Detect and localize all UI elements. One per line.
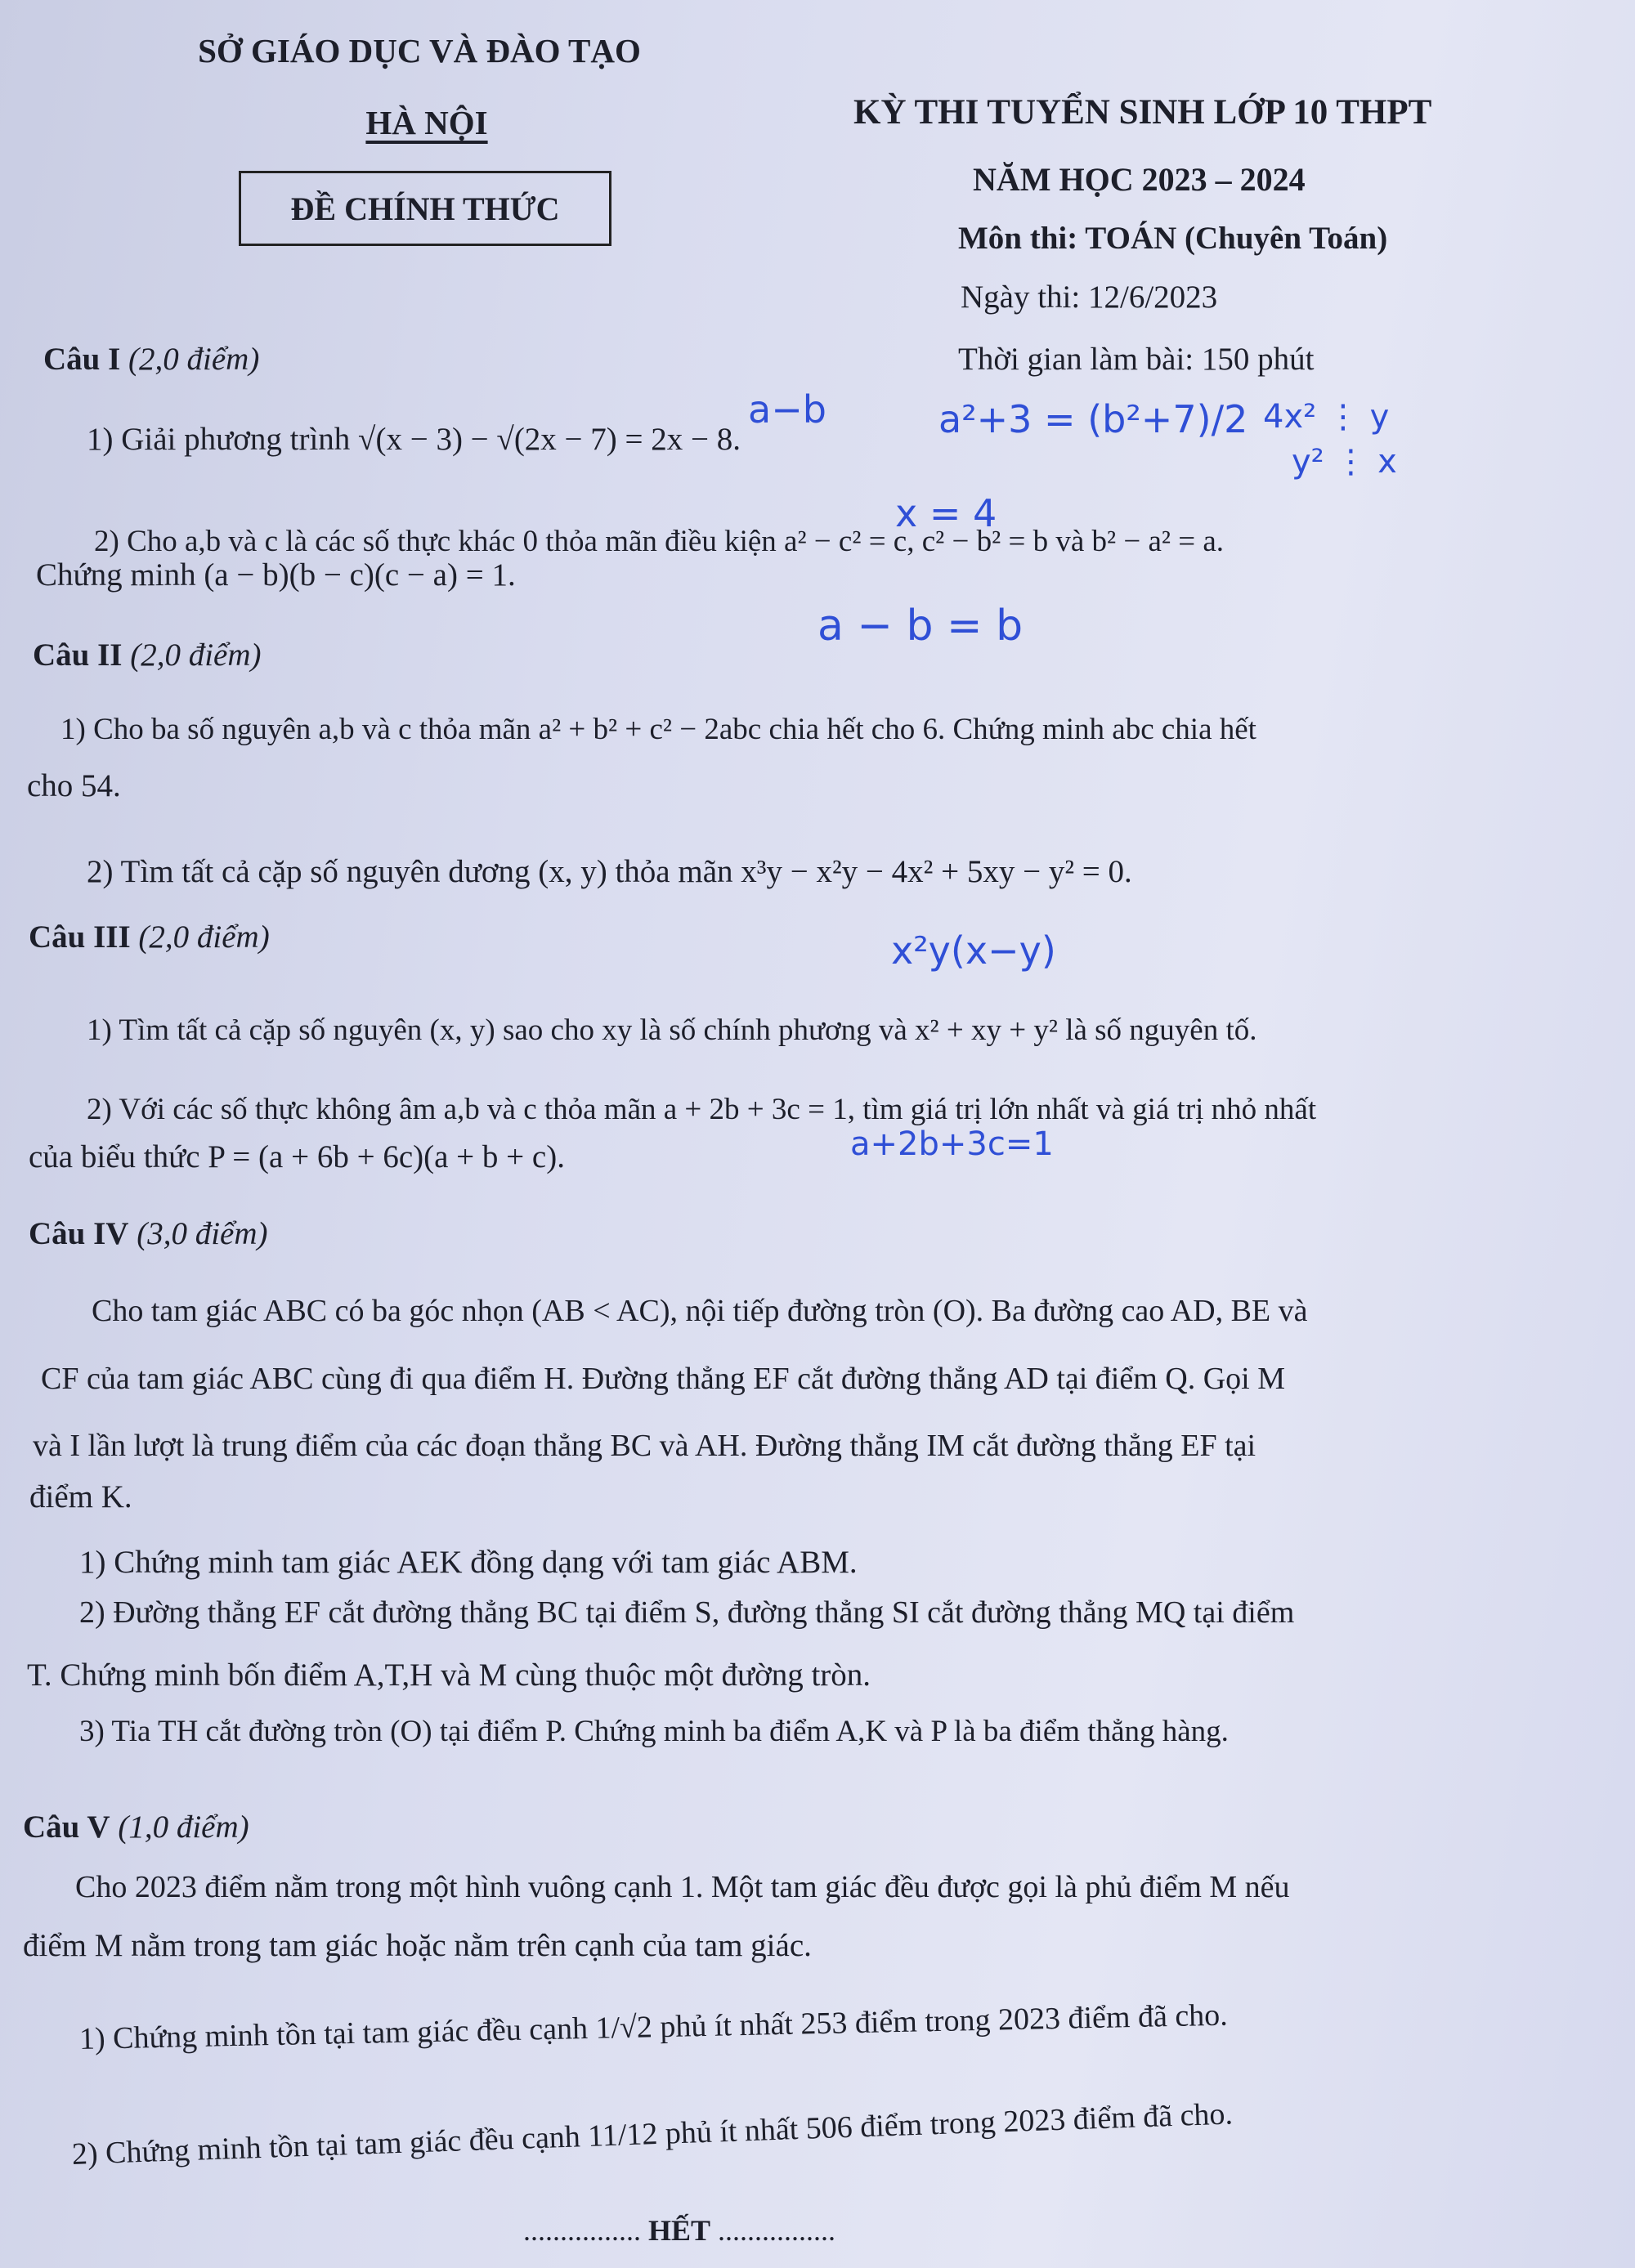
handwritten-note: y² ⋮ x — [1292, 443, 1397, 481]
question-4-line: Cho tam giác ABC có ba góc nhọn (AB < AC), nội tiếp đường tròn (O). Ba đường cao AD, BE và — [92, 1294, 1308, 1328]
question-4-line: và I lần lượt là trung điểm của các đoạn thẳng BC và AH. Đường thẳng IM cắt đường thẳng EF tại — [33, 1429, 1256, 1463]
question-3-part-2: 2) Với các số thực không âm a,b và c thỏa mãn a + 2b + 3c = 1, tìm giá trị lớn nhất và giá trị nhỏ nhất — [87, 1093, 1317, 1126]
question-3-part-2-cont: của biểu thức P = (a + 6b + 6c)(a + b + c). — [29, 1139, 565, 1174]
question-1-part-1: 1) Giải phương trình √(x − 3) − √(2x − 7) = 2x − 8. — [87, 422, 741, 457]
question-3-part-1: 1) Tìm tất cả cặp số nguyên (x, y) sao cho xy là số chính phương và x² + xy + y² là số nguyên tố. — [87, 1013, 1257, 1047]
question-4-heading: Câu IV (3,0 điểm) — [29, 1216, 268, 1251]
question-4-line: CF của tam giác ABC cùng đi qua điểm H. Đường thẳng EF cắt đường thẳng AD tại điểm Q. Gọi M — [41, 1362, 1286, 1396]
question-2-part-1-cont: cho 54. — [27, 768, 121, 803]
exam-date: Ngày thi: 12/6/2023 — [961, 280, 1218, 315]
question-1-part-2-prove: Chứng minh (a − b)(b − c)(c − a) = 1. — [36, 557, 516, 593]
question-1-part-2: 2) Cho a,b và c là các số thực khác 0 thỏa mãn điều kiện a² − c² = c, c² − b² = b và b² − a² = a. — [94, 525, 1225, 558]
subject: Môn thi: TOÁN (Chuyên Toán) — [958, 221, 1388, 256]
department-name: SỞ GIÁO DỤC VÀ ĐÀO TẠO — [198, 32, 641, 69]
handwritten-note: x = 4 — [895, 491, 997, 535]
handwritten-note: a+2b+3c=1 — [850, 1125, 1054, 1163]
handwritten-note: x²y(x−y) — [891, 928, 1056, 973]
end-marker: ................ HẾT ................ — [523, 2214, 836, 2247]
question-5-heading: Câu V (1,0 điểm) — [23, 1809, 249, 1845]
question-5-line: điểm M nằm trong tam giác hoặc nằm trên cạnh của tam giác. — [23, 1928, 812, 1963]
school-year: NĂM HỌC 2023 – 2024 — [973, 161, 1306, 198]
question-4-line: điểm K. — [29, 1479, 132, 1514]
exam-title: KỲ THI TUYỂN SINH LỚP 10 THPT — [853, 93, 1432, 132]
question-1-heading: Câu I (2,0 điểm) — [43, 342, 260, 377]
handwritten-note: a−b — [748, 387, 826, 432]
question-2-part-2: 2) Tìm tất cả cặp số nguyên dương (x, y) thỏa mãn x³y − x²y − 4x² + 5xy − y² = 0. — [87, 854, 1132, 889]
question-4-part-3: 3) Tia TH cắt đường tròn (O) tại điểm P. Chứng minh ba điểm A,K và P là ba điểm thẳng hàng. — [79, 1715, 1229, 1748]
handwritten-note: a²+3 = (b²+7)/2 — [938, 397, 1248, 441]
question-4-part-2-cont: T. Chứng minh bốn điểm A,T,H và M cùng thuộc một đường tròn. — [27, 1657, 871, 1693]
question-5-line: Cho 2023 điểm nằm trong một hình vuông cạnh 1. Một tam giác đều được gọi là phủ điểm M nếu — [75, 1870, 1290, 1904]
official-label: ĐỀ CHÍNH THỨC — [290, 190, 560, 227]
question-2-part-1: 1) Cho ba số nguyên a,b và c thỏa mãn a² + b² + c² − 2abc chia hết cho 6. Chứng minh abc chia hết — [60, 713, 1256, 746]
question-5-part-2: 2) Chứng minh tồn tại tam giác đều cạnh 11/12 phủ ít nhất 506 điểm trong 2023 điểm đã cho. — [71, 2096, 1234, 2172]
official-label-box — [239, 171, 611, 246]
city-name: HÀ NỘI — [365, 104, 488, 141]
question-5-part-1: 1) Chứng minh tồn tại tam giác đều cạnh 1/√2 phủ ít nhất 253 điểm trong 2023 điểm đã cho. — [78, 1997, 1229, 2056]
handwritten-note: a − b = b — [818, 602, 1024, 651]
question-3-heading: Câu III (2,0 điểm) — [29, 919, 270, 955]
duration: Thời gian làm bài: 150 phút — [958, 342, 1315, 377]
question-4-part-1: 1) Chứng minh tam giác AEK đồng dạng với tam giác ABM. — [79, 1545, 858, 1580]
handwritten-note: 4x² ⋮ y — [1263, 398, 1390, 436]
question-4-part-2: 2) Đường thẳng EF cắt đường thẳng BC tại điểm S, đường thẳng SI cắt đường thẳng MQ tại điểm — [79, 1595, 1295, 1630]
question-2-heading: Câu II (2,0 điểm) — [33, 637, 262, 673]
